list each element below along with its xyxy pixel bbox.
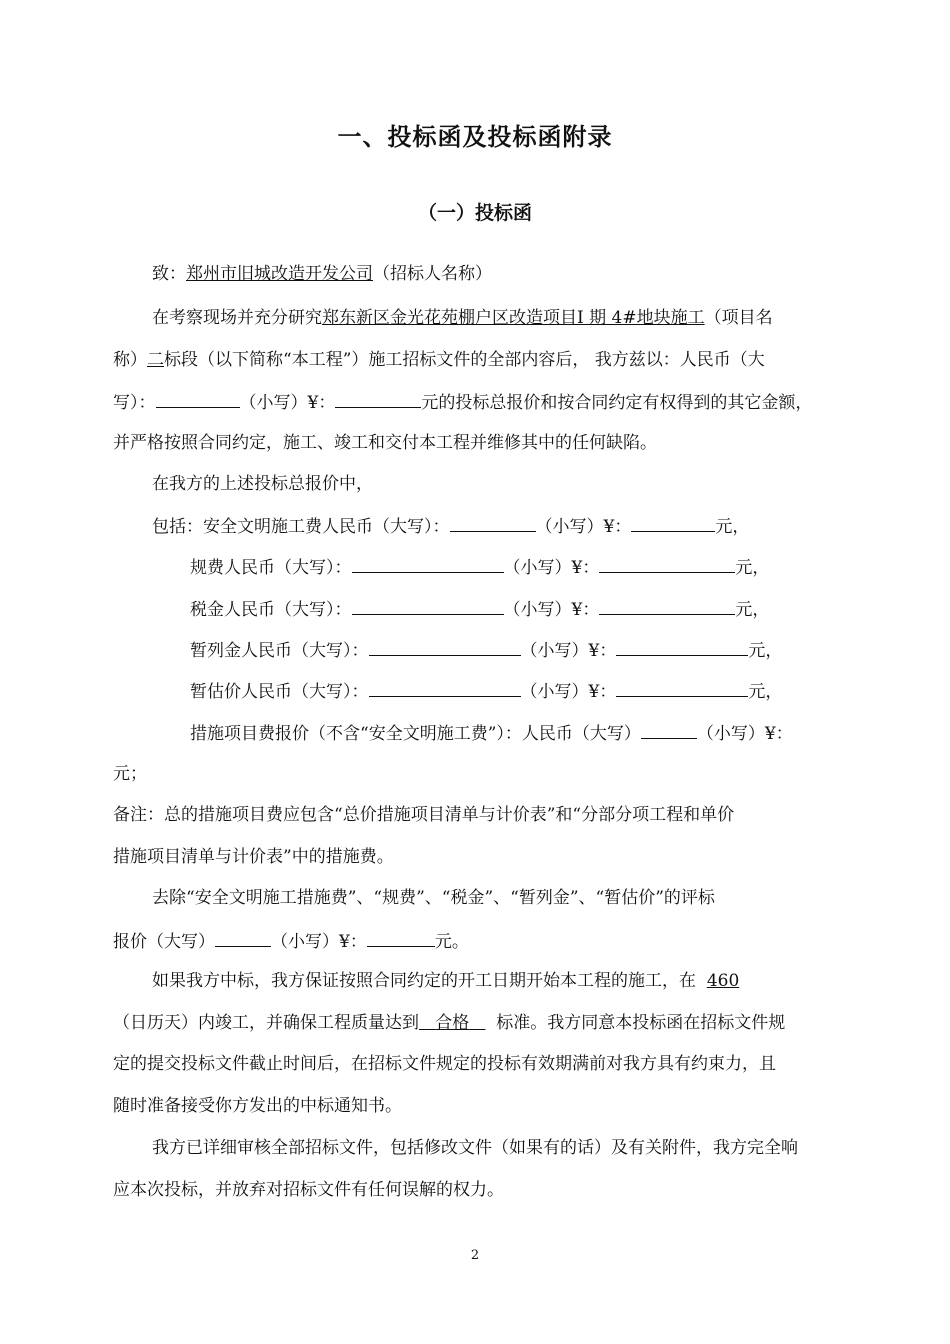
fee-provisional-line: 暂列金人民币（大写）： （小写）¥： 元， bbox=[190, 637, 782, 663]
measures-words-blank bbox=[641, 720, 697, 739]
section-title: （一）投标函 bbox=[417, 202, 532, 224]
quality-standard: 合格 bbox=[435, 1013, 470, 1033]
p1-line4: 并严格按照合同约定，施工、竣工和交付本工程并维修其中的任何缺陷。 bbox=[113, 433, 657, 453]
p3-line1: 如果我方中标，我方保证按照合同约定的开工日期开始本工程的施工，在 460 bbox=[152, 971, 740, 991]
provisional-words-blank bbox=[369, 637, 521, 656]
fee-safety-line: 包括：安全文明施工费人民币（大写）： （小写）¥： 元， bbox=[152, 513, 749, 539]
p3-line2: （日历天）内竣工，并确保工程质量达到 合格 标准。我方同意本投标函在招标文件规 bbox=[113, 1013, 786, 1033]
note-line2: 措施项目清单与计价表”中的措施费。 bbox=[113, 847, 394, 867]
eval-line2: 报价（大写） （小写）¥： 元。 bbox=[113, 928, 469, 954]
tenderer-suffix: （招标人名称） bbox=[373, 264, 492, 284]
fee-measures-line2: 元； bbox=[113, 764, 147, 784]
addressee-line bbox=[152, 262, 492, 286]
p1-line1: 在考察现场并充分研究郑东新区金光花苑棚户区改造项目Ⅰ 期 4#地块施工（项目名 bbox=[152, 308, 773, 328]
project-name: 郑东新区金光花苑棚户区改造项目Ⅰ 期 4#地块施工 bbox=[322, 308, 705, 328]
to-prefix: 致： bbox=[152, 264, 186, 284]
fee-tax-line: 税金人民币（大写）： （小写）¥： 元， bbox=[190, 596, 769, 622]
p1-line3: 写）： （小写）¥： 元的投标总报价和按合同约定有权得到的其它金额， bbox=[113, 389, 812, 415]
tax-figures-blank bbox=[599, 596, 735, 615]
page-title: 一、投标函及投标函附录 bbox=[337, 123, 613, 151]
completion-days: 460 bbox=[706, 971, 740, 991]
p3-line3: 定的提交投标文件截止时间后，在招标文件规定的投标有效期满前对我方具有约束力，且 bbox=[113, 1054, 776, 1074]
eval-line1: 去除“安全文明施工措施费”、“规费”、“税金”、“暂列金”、“暂估价”的评标 bbox=[152, 888, 715, 908]
p1-line2: 称）二标段（以下简称“本工程”）施工招标文件的全部内容后， 我方兹以：人民币（大 bbox=[113, 350, 765, 370]
eval-words-blank bbox=[215, 928, 271, 947]
safety-figures-blank bbox=[631, 513, 715, 532]
total-price-words-blank bbox=[156, 389, 240, 408]
regulatory-figures-blank bbox=[599, 554, 735, 573]
note-line1: 备注：总的措施项目费应包含“总价措施项目清单与计价表”和“分部分项工程和单价 bbox=[113, 805, 735, 825]
fee-regulatory-line: 规费人民币（大写）： （小写）¥： 元， bbox=[190, 554, 769, 580]
p2-line: 在我方的上述投标总报价中， bbox=[152, 474, 373, 494]
estimate-words-blank bbox=[369, 678, 521, 697]
eval-figures-blank bbox=[367, 928, 435, 947]
p3-line4: 随时准备接受你方发出的中标通知书。 bbox=[113, 1096, 402, 1116]
total-price-figures-blank bbox=[335, 389, 421, 408]
tax-words-blank bbox=[352, 596, 504, 615]
p4-line1: 我方已详细审核全部招标文件，包括修改文件（如果有的话）及有关附件，我方完全响 bbox=[152, 1138, 798, 1158]
section-number: 二 bbox=[147, 350, 164, 370]
provisional-figures-blank bbox=[616, 637, 748, 656]
page-number: 2 bbox=[470, 1248, 480, 1263]
fee-estimate-line: 暂估价人民币（大写）： （小写）¥： 元， bbox=[190, 678, 782, 704]
safety-words-blank bbox=[450, 513, 536, 532]
fee-measures-line: 措施项目费报价（不含“安全文明施工费”）：人民币（大写） （小写）¥： bbox=[190, 720, 793, 746]
regulatory-words-blank bbox=[352, 554, 504, 573]
estimate-figures-blank bbox=[616, 678, 748, 697]
p4-line2: 应本次投标，并放弃对招标文件有任何误解的权力。 bbox=[113, 1180, 504, 1200]
tenderer-name: 郑州市旧城改造开发公司 bbox=[186, 264, 373, 284]
